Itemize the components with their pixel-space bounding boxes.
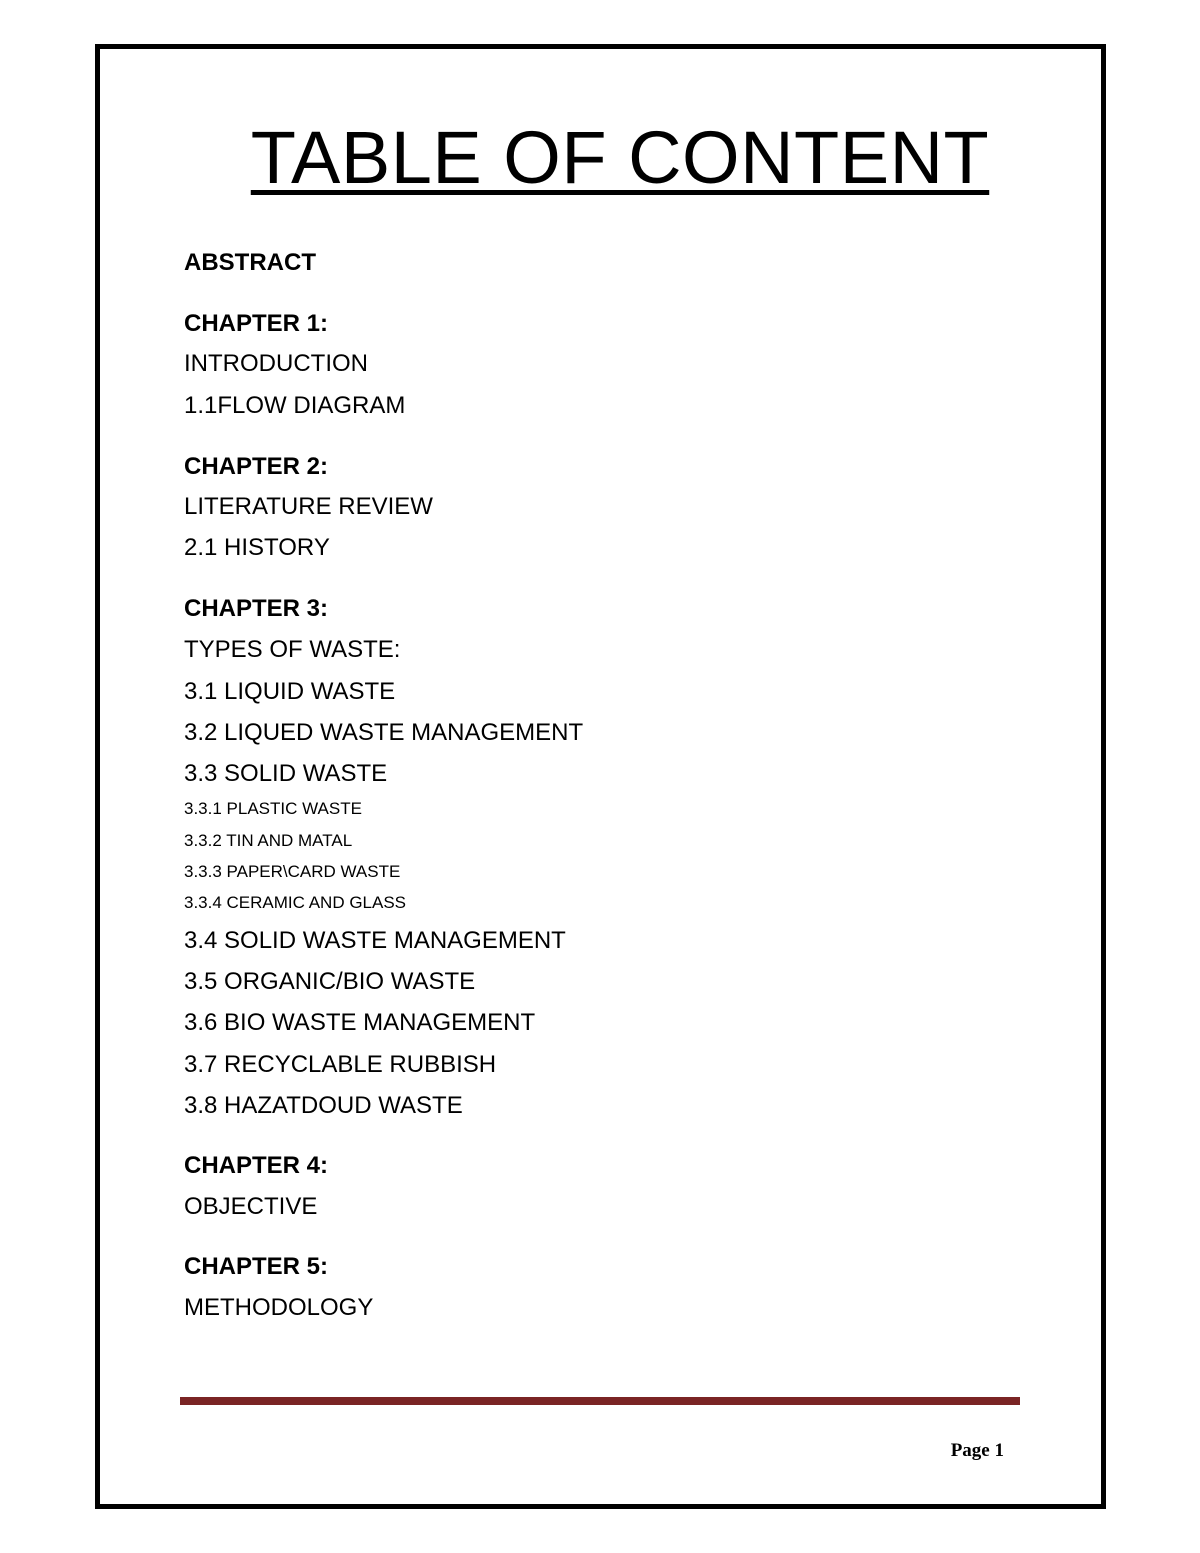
toc-entry: 3.8 HAZATDOUD WASTE	[184, 1092, 463, 1119]
toc-entry: 3.6 BIO WASTE MANAGEMENT	[184, 1009, 536, 1036]
toc-entry: TYPES OF WASTE:	[184, 636, 401, 663]
toc-entry: METHODOLOGY	[184, 1294, 374, 1321]
toc-entry: 3.2 LIQUED WASTE MANAGEMENT	[184, 719, 584, 746]
toc-entry: 1.1FLOW DIAGRAM	[184, 392, 406, 419]
toc-entry: 2.1 HISTORY	[184, 534, 330, 561]
page-title: TABLE OF CONTENT	[250, 116, 990, 199]
chapter-1-heading: CHAPTER 1:	[184, 310, 329, 337]
toc-entry: INTRODUCTION	[184, 350, 368, 377]
toc-subentry: 3.3.2 TIN AND MATAL	[184, 831, 353, 850]
chapter-2-heading: CHAPTER 2:	[184, 453, 329, 480]
footer-divider	[180, 1397, 1020, 1405]
toc-entry: 3.1 LIQUID WASTE	[184, 678, 396, 705]
toc-entry: OBJECTIVE	[184, 1193, 318, 1220]
page-number: Page 1	[950, 1440, 1004, 1461]
toc-subentry: 3.3.1 PLASTIC WASTE	[184, 799, 362, 818]
chapter-4-heading: CHAPTER 4:	[184, 1152, 329, 1179]
chapter-5-heading: CHAPTER 5:	[184, 1253, 329, 1280]
toc-entry: 3.7 RECYCLABLE RUBBISH	[184, 1051, 497, 1078]
toc-entry: 3.5 ORGANIC/BIO WASTE	[184, 968, 476, 995]
toc-entry: 3.3 SOLID WASTE	[184, 760, 388, 787]
toc-abstract: ABSTRACT	[184, 249, 316, 276]
toc-entry: LITERATURE REVIEW	[184, 493, 433, 520]
toc-subentry: 3.3.4 CERAMIC AND GLASS	[184, 893, 407, 912]
toc-entry: 3.4 SOLID WASTE MANAGEMENT	[184, 927, 566, 954]
toc-subentry: 3.3.3 PAPER\CARD WASTE	[184, 862, 401, 881]
chapter-3-heading: CHAPTER 3:	[184, 595, 329, 622]
